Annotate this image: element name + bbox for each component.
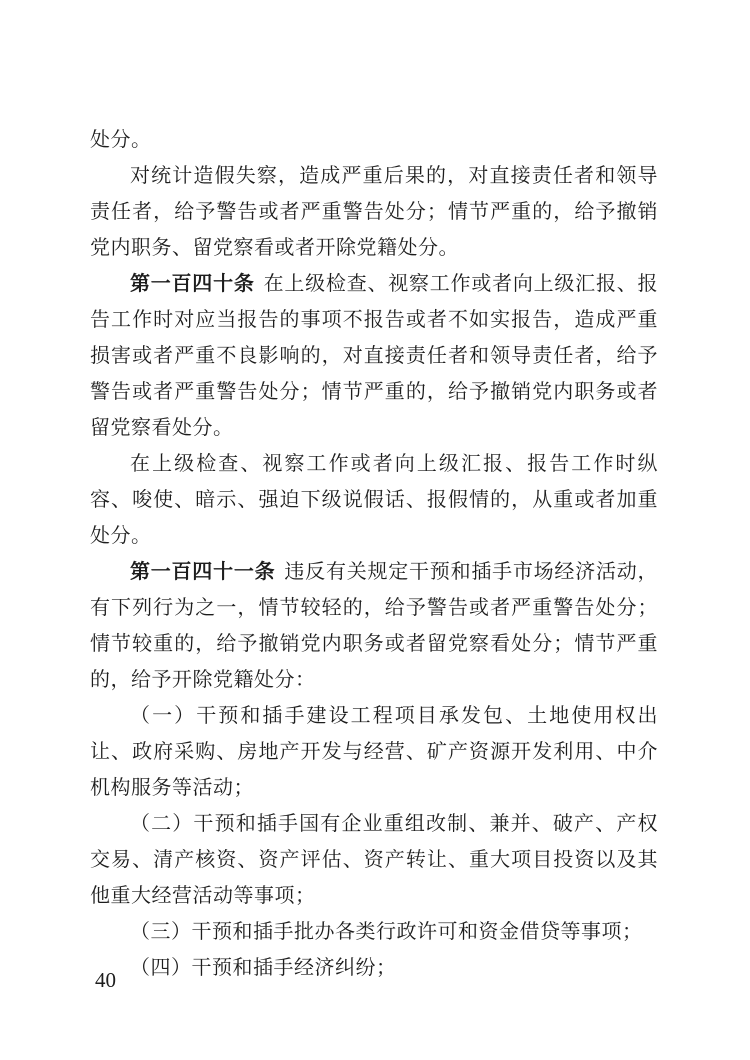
paragraph [90,158,658,266]
article-140-paragraph [90,266,658,446]
article-141-paragraph [90,554,658,698]
paragraph-text: （二）干预和插手国有企业重组改制、兼并、破产、产权交易、清产核资、资产评估、资产转让、重大项目投资以及其他重大经营活动等事项； [90,813,658,907]
list-item-1 [90,698,658,806]
paragraph-text: （一）干预和插手建设工程项目承发包、土地使用权出让、政府采购、房地产开发与经营、矿产资源开发利用、中介机构服务等活动； [90,705,658,799]
document-body [90,122,658,986]
paragraph-text: 在上级检查、视察工作或者向上级汇报、报告工作时对应当报告的事项不报告或者不如实报告，造成严重损害或者严重不良影响的，对直接责任者和领导责任者，给予警告或者严重警告处分；情节严重的，给予撤销党内职务或者留党察看处分。 [90,273,658,439]
list-item-3 [90,914,658,950]
page-number: 40 [95,968,116,992]
paragraph-text: 在上级检查、视察工作或者向上级汇报、报告工作时纵容、唆使、暗示、强迫下级说假话、报假情的，从重或者加重处分。 [90,453,658,547]
paragraph-text: 处分。 [90,129,152,151]
paragraph-text: 对统计造假失察，造成严重后果的，对直接责任者和领导责任者，给予警告或者严重警告处分；情节严重的，给予撤销党内职务、留党察看或者开除党籍处分。 [90,165,658,259]
list-item-4 [90,950,658,986]
paragraph [90,446,658,554]
article-number-label: 第一百四十一条 [130,561,276,583]
paragraph-text: （四）干预和插手经济纠纷； [130,957,397,979]
list-item-2 [90,806,658,914]
article-number-label: 第一百四十条 [130,273,255,295]
paragraph-text: （三）干预和插手批办各类行政许可和资金借贷等事项； [130,921,643,943]
paragraph-text: 违反有关规定干预和插手市场经济活动，有下列行为之一，情节较轻的，给予警告或者严重警告处分；情节较重的，给予撤销党内职务或者留党察看处分；情节严重的，给予开除党籍处分： [90,561,659,691]
paragraph-continuation [90,122,658,158]
